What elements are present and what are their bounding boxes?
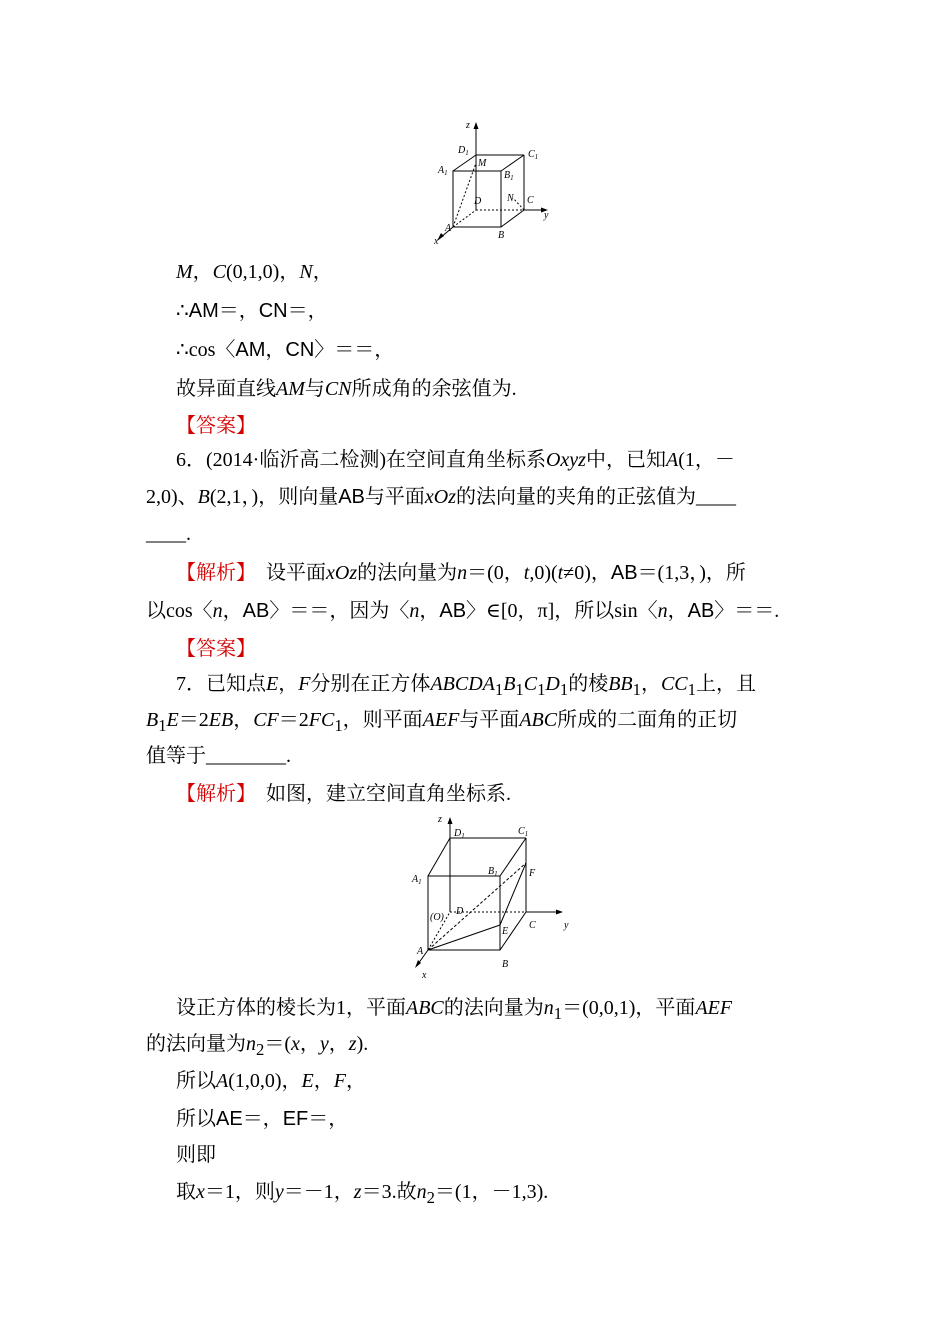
cube-figure-1: [428, 118, 563, 250]
label-z: z: [466, 120, 470, 131]
label-A1: $A_1$: [438, 165, 448, 177]
text-line-3: ∴cos〈AM，CN〉＝＝，: [176, 339, 395, 361]
label-B1: $B_1$: [488, 866, 498, 878]
label-C: C: [529, 920, 536, 931]
question-6-line-3: ____.: [146, 523, 191, 545]
label-A: A: [445, 223, 452, 234]
label-B1: $B_1$: [504, 170, 514, 182]
segment-AM: [453, 163, 476, 227]
label-F: F: [529, 868, 536, 879]
solution-line-2: 的法向量为$n_2=(x$，y，z).: [146, 1033, 369, 1059]
text-line-1: M，C(0,1,0)，N，: [176, 261, 333, 283]
text-line-4: 故异面直线AM与CN所成角的余弦值为.: [176, 378, 517, 400]
analysis-7-line-1: 【解析】 如图，建立空间直角坐标系.: [176, 781, 511, 805]
solution-line-5: 则即: [176, 1144, 216, 1166]
y-arrow: [556, 910, 563, 915]
answer-heading-1: 【答案】: [176, 413, 256, 437]
segment-AE: [428, 925, 500, 950]
segment-EF: [500, 863, 526, 925]
cube-figure-2: [408, 812, 578, 982]
label-z: z: [438, 814, 442, 825]
label-x: x: [422, 970, 427, 981]
text-line-2: ∴AM＝，CN＝，: [176, 300, 328, 322]
label-y: y: [544, 210, 549, 221]
solution-line-3: 所以A(1,0,0)，E，F，: [176, 1070, 366, 1092]
label-C1: $C_1$: [518, 826, 529, 838]
cube-diagram-1: [428, 118, 563, 250]
cube-diagram-2: [408, 812, 578, 982]
label-C: C: [527, 195, 534, 206]
z-arrow: [474, 122, 479, 129]
label-x: x: [434, 236, 439, 247]
solution-line-1: 设正方体的棱长为1，平面ABC的法向量为$n_1=(0,0,1)$，平面AEF: [176, 997, 733, 1023]
label-D: D: [456, 906, 464, 917]
solution-line-4: 所以AE＝，EF＝，: [176, 1108, 349, 1130]
question-7-line-2: $B_1E=2EB$，$CF=2FC_1$，则平面AEF与平面ABC所成的二面角的正切: [146, 709, 738, 735]
label-y: y: [564, 920, 569, 931]
label-E: E: [502, 926, 509, 937]
question-6-line-2: 2,0)、B(2,1，)，则向量AB与平面xOz的法向量的夹角的正弦值为____: [146, 486, 737, 508]
label-M: M: [478, 158, 487, 169]
label-A1: $A_1$: [412, 874, 422, 886]
question-7-line-3: 值等于________.: [146, 745, 291, 767]
label-N: N: [507, 193, 514, 204]
label-D1: $D_1$: [454, 828, 465, 840]
label-B: B: [498, 230, 505, 241]
label-A: A: [417, 946, 424, 957]
segment-CN: [513, 198, 524, 210]
label-D1: $D_1$: [458, 145, 469, 157]
answer-heading-2: 【答案】: [176, 636, 256, 660]
z-arrow: [448, 817, 453, 824]
question-7-line-1: 7．已知点E，F分别在正方体$ABCDA_1B_1C_1D_1$的棱$BB_1$，$CC_1$上，且: [176, 673, 756, 699]
analysis-6-line-2: 以cos〈n，AB〉＝＝，因为〈n，AB〉∈[0，π]，所以sin〈n，AB〉＝＝.: [146, 600, 780, 622]
label-O: (O): [430, 912, 444, 923]
solution-line-6: 取x＝1，则y＝－1，z＝3.故$n_2=(1$，－1,3).: [176, 1181, 549, 1207]
label-D: D: [474, 196, 482, 207]
label-C1: $C_1$: [528, 149, 539, 161]
label-B: B: [502, 959, 509, 970]
analysis-6-line-1: 【解析】 设平面xOz的法向量为n＝(0，t,0)(t≠0)，AB＝(1,3，)，所: [176, 560, 746, 584]
question-6-line-1: 6．(2014·临沂高二检测)在空间直角坐标系Oxyz中，已知A(1，－: [176, 449, 735, 471]
